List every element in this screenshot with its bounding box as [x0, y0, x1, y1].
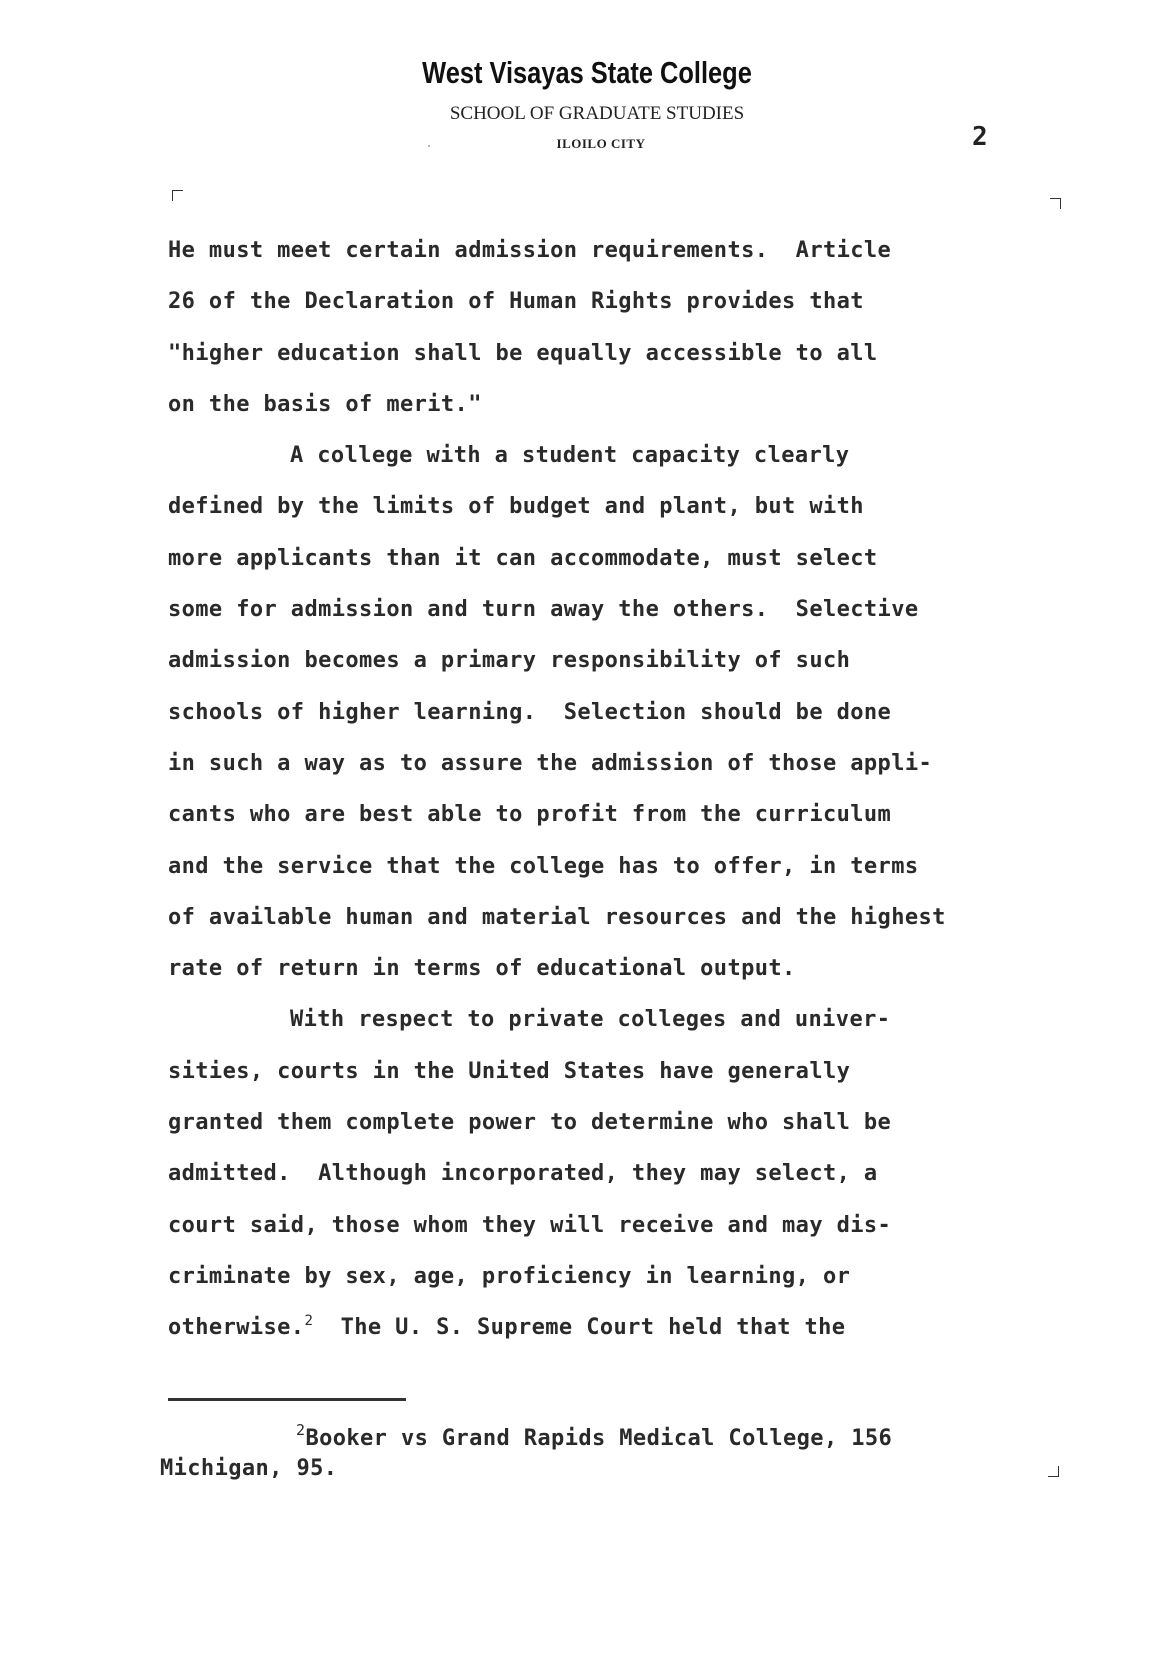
text-line: on the basis of merit.": [168, 391, 482, 417]
text-line: criminate by sex, age, proficiency in learning, or: [168, 1263, 851, 1289]
page-number: 2: [972, 122, 988, 152]
text-line: and the service that the college has to offer, in terms: [168, 853, 919, 879]
text-line: granted them complete power to determine who shall be: [168, 1110, 892, 1136]
text-line-with-footnote: [168, 1302, 1068, 1353]
footnote-divider: [168, 1398, 406, 1401]
footnote-number: 2: [296, 1421, 306, 1439]
text-line: admission becomes a primary responsibility of such: [168, 648, 851, 674]
city-name: ILOILO CITY: [556, 136, 646, 151]
crop-mark-top-right: [1050, 198, 1061, 209]
body-text: [168, 225, 1068, 1354]
text-line: cants who are best able to profit from the curriculum: [168, 802, 892, 828]
text-line: He must meet certain admission requirements. Article: [168, 238, 892, 263]
footnote-reference: 2: [304, 1313, 314, 1330]
text-line: some for admission and turn away the others. Selective: [168, 597, 919, 623]
footnote-text: Booker vs Grand Rapids Medical College, 156: [305, 1426, 893, 1451]
text-line: 26 of the Declaration of Human Rights provides that: [168, 289, 864, 315]
text-line: of available human and material resources and the highest: [168, 904, 946, 930]
footnote: [160, 1421, 1060, 1484]
school-name: SCHOOL OF GRADUATE STUDIES: [449, 103, 745, 124]
text-line: rate of return in terms of educational output.: [168, 956, 796, 982]
text-line: schools of higher learning. Selection should be done: [168, 699, 892, 725]
text-line: "higher education shall be equally accessible to all: [168, 340, 878, 366]
text-line: A college with a student capacity clearly: [290, 443, 850, 469]
scan-speck: [428, 145, 430, 147]
text-line: admitted. Although incorporated, they may select, a: [168, 1161, 878, 1187]
crop-mark-top-left: [172, 190, 183, 201]
text-line: With respect to private colleges and univer-: [290, 1007, 891, 1033]
text-fragment: otherwise.: [168, 1315, 305, 1341]
text-line: more applicants than it can accommodate, must select: [168, 545, 878, 571]
footnote-line: Michigan, 95.: [160, 1456, 338, 1481]
footnote-line: [160, 1421, 1060, 1454]
text-line: sities, courts in the United States have generally: [168, 1058, 851, 1084]
text-line: court said, those whom they will receive and may dis-: [168, 1212, 892, 1238]
text-line: in such a way as to assure the admission of those appli-: [168, 750, 933, 776]
text-fragment: The U. S. Supreme Court held that the: [313, 1315, 846, 1341]
institution-name: West Visayas State College: [422, 55, 752, 90]
text-line: defined by the limits of budget and plant, but with: [168, 494, 864, 520]
